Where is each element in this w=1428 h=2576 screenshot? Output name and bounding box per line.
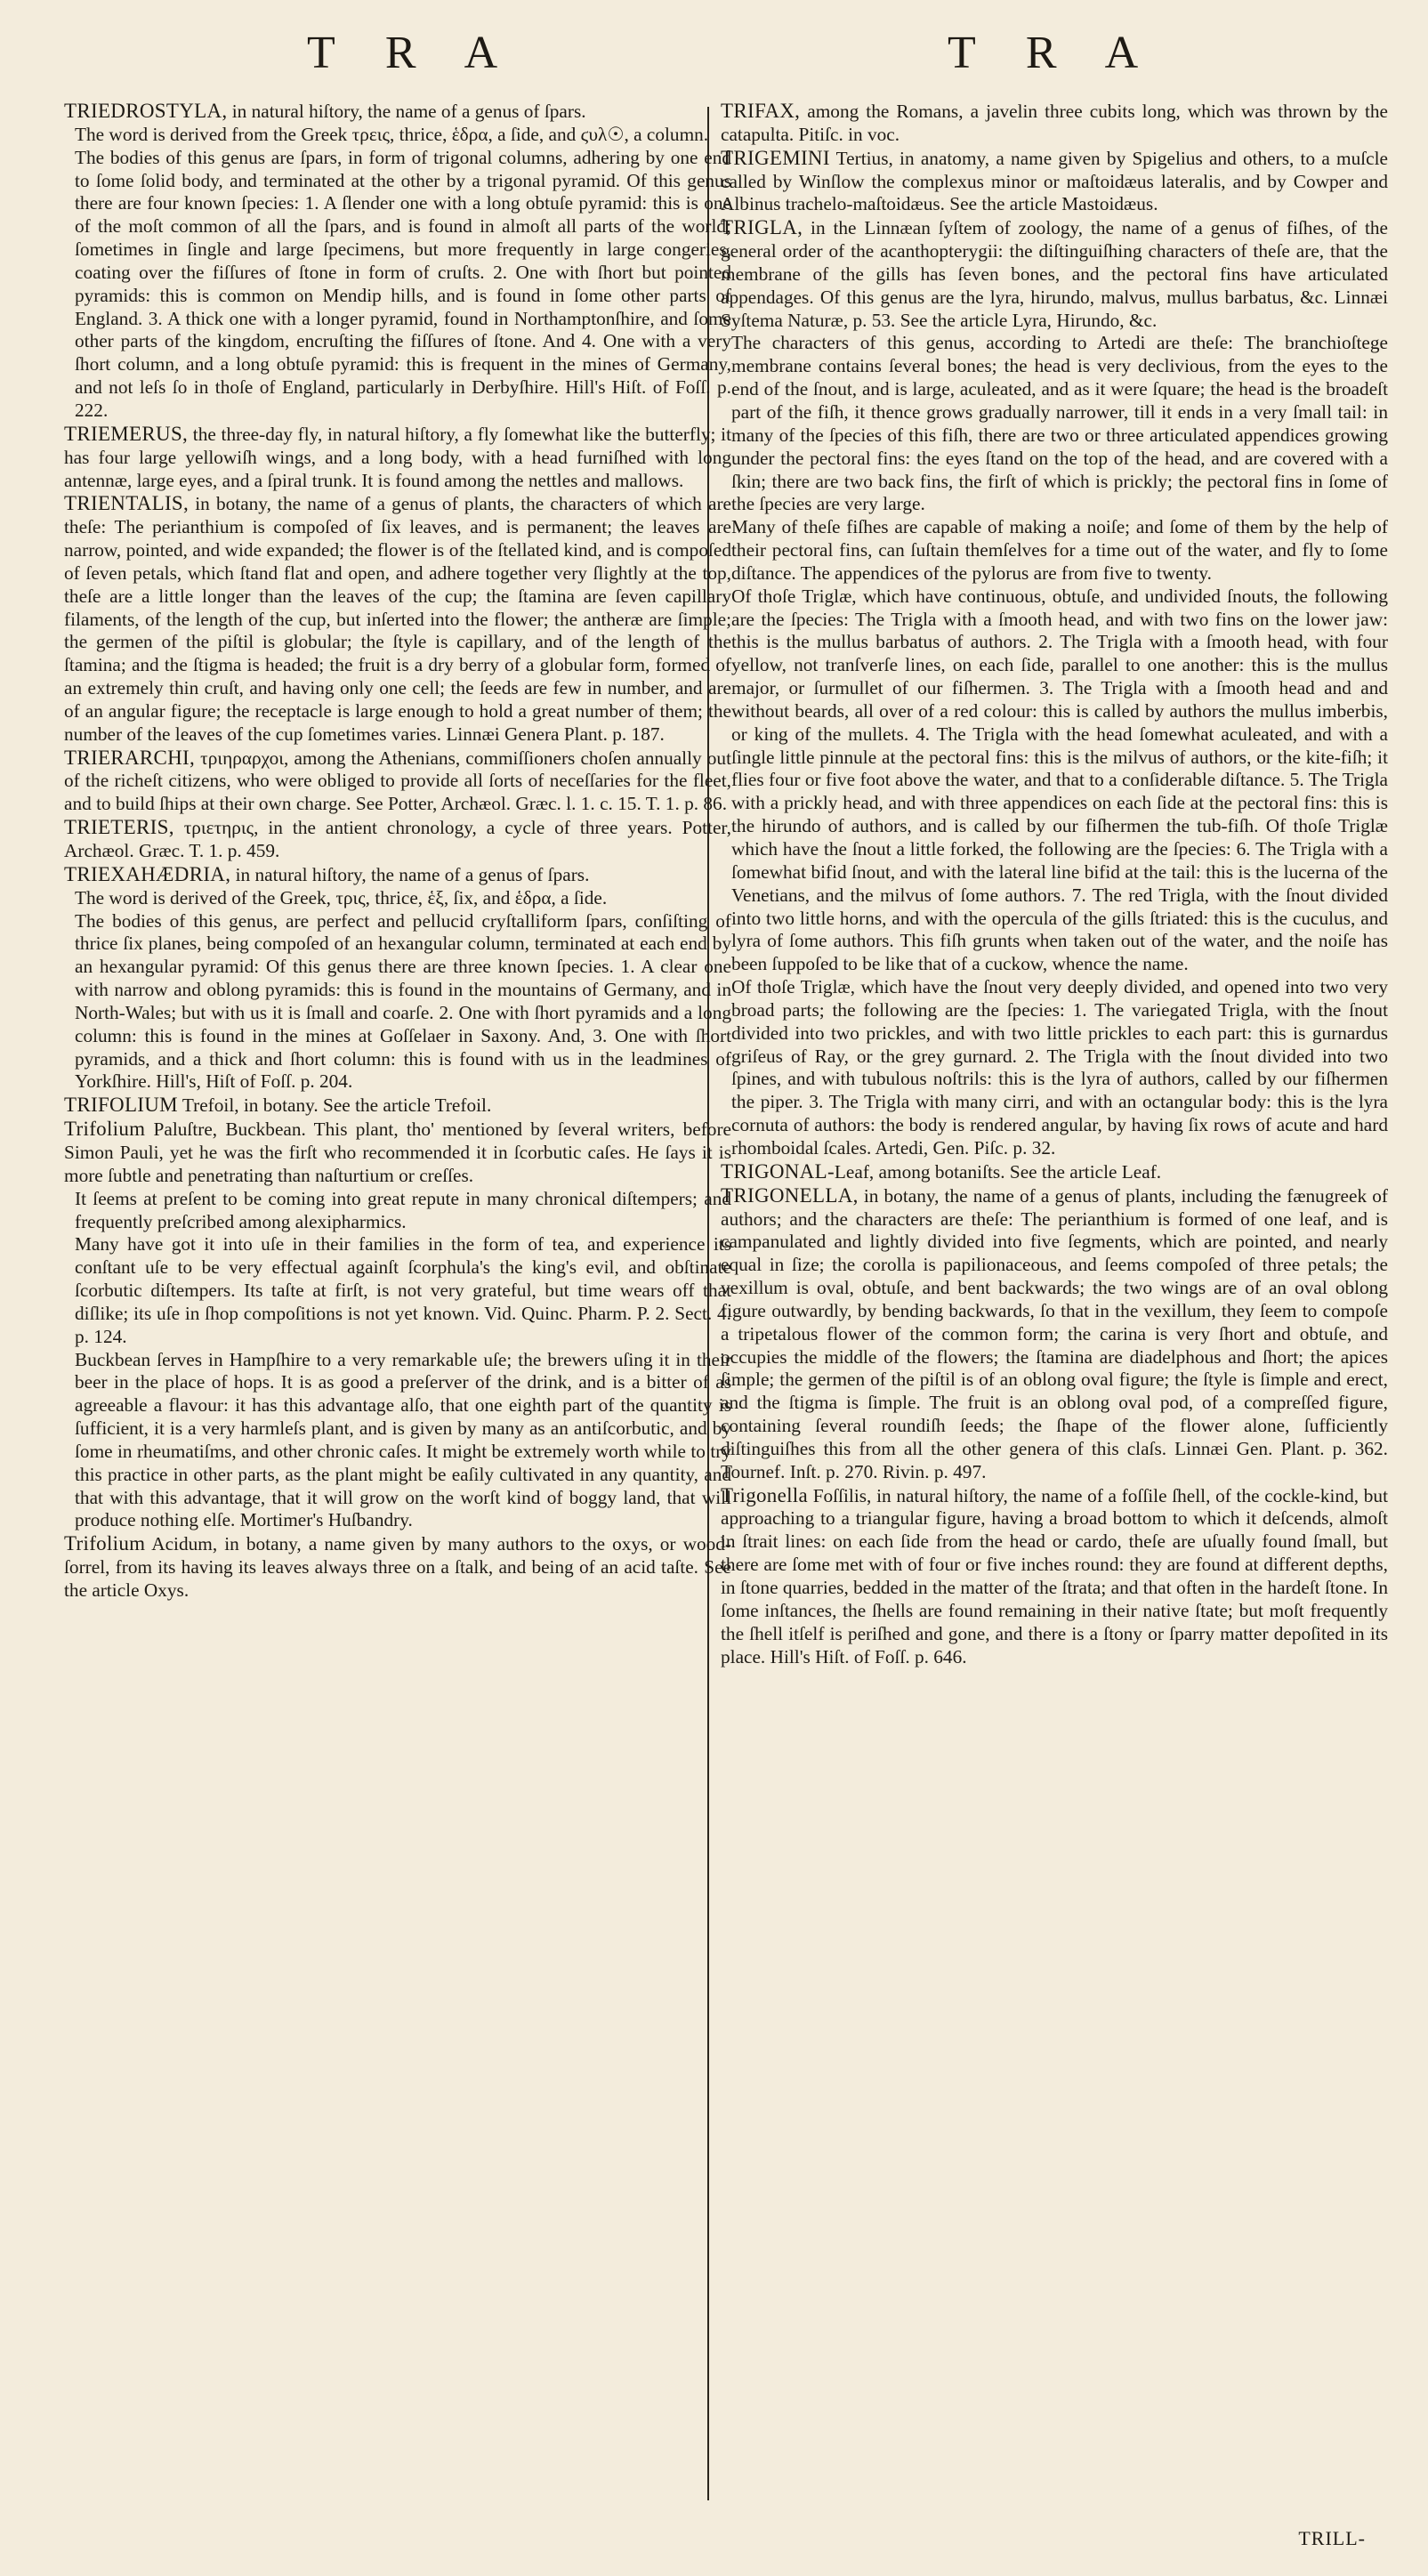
entry-text: Acidum, in botany, a name given by many authors to the oxys, or wood-ſorrel, from its having its leaves always three on a ſtalk, and being of an acid taſte. See the article Oxys.	[64, 1533, 731, 1601]
entry	[64, 816, 731, 863]
entry-text: τριηραρχοι, among the Athenians, commiſſioners choſen annually out of the richeſt citizens, who were obliged to provide all ſorts of neceſſaries for the fleet, and to build ſhips at their own charge. See Potter, Archæol. Græc. l. 1. c. 15. T. 1. p. 86.	[64, 747, 731, 815]
entry	[721, 216, 1388, 332]
entry-text: The characters of this genus, according to Artedi are theſe: The branchioſtege membrane contains ſeveral bones; the head is very declivious, from the eyes to the end of the ſnout, and is large, aculeated, and as it were ſquare; the head is the broadeſt part of the fiſh, it thence grows gradually narrower, till it ends in a very ſmall tail: in many of the ſpecies of this fiſh, there are two or three articulated appendices growing under the pectoral fins: the eyes ſtand on the top of the head, and are covered with a ſkin; there are two back fins, the firſt of which is prickly; the pectoral fins in ſome of the ſpecies are very large.	[731, 332, 1388, 515]
entry-text: in botany, the name of a genus of plants, including the fænugreek of authors; and the characters are theſe: The perianthium is formed of one leaf, and is campanulated and lightly divided into five ſegments, which are pointed, and nearly equal in ſize; the corolla is papilionaceous, and ſeems compoſed of three petals; the vexillum is oval, obtuſe, and bent backwards; the two wings are of an oval oblong figure outwardly, by bending backwards, ſo that in the vexillum, they ſeem to compoſe a tripetalous flower of the common form; the carina is very ſhort and obtuſe, and occupies the middle of the flowers; the ſtamina are diadelphous and ſhort; the apices ſimple; the germen of the piſtil is of an oblong oval figure; the ſtyle is ſimple and erect, and the ſtigma is ſimple. The fruit is an oblong oval pod, of a compreſſed figure, containing ſeveral roundiſh ſeeds; the ſhape of the flower alone, ſufficiently diſtinguiſhes this from all the other genera of this claſs. Linnæi Gen. Plant. p. 362. Tournef. Inſt. p. 270. Rivin. p. 497.	[721, 1184, 1388, 1482]
entry	[64, 147, 731, 423]
headword: TRIERARCHI,	[64, 746, 196, 769]
entry-text: among the Romans, a javelin three cubits long, which was thrown by the catapulta. Pitiſc. in voc.	[721, 101, 1388, 145]
entry-text: It ſeems at preſent to be coming into great repute in many chronical diſtempers; and frequently preſcribed among alexipharmics.	[75, 1187, 731, 1232]
headword: TRIFAX,	[721, 100, 801, 122]
entry-text: The bodies of this genus are ſpars, in form of trigonal columns, adhering by one end to ſome ſolid body, and terminated at the other by a trigonal pyramid. Of this genus there are four known ſpecies: 1. A ſlender one with a long obtuſe pyramid: this is one of the moſt common of all the ſpars, and is found in almoſt all parts of the world; ſometimes in ſingle and large ſpecimens, but more frequently in large congeries, coating over the fiſſures of ſtone in form of cruſts. 2. One with ſhort but pointed pyramids: this is common on Mendip hills, and is found in ſome other parts of England. 3. A thick one with a longer pyramid, found in Northamptonſhire, and ſome other parts of the kingdom, encruſting the fiſſures of ſtone. And 4. One with a very ſhort column, and a long obtuſe pyramid: this is frequent in the mines of Germany, and not leſs ſo in thoſe of England, particularly in Derbyſhire. Hill's Hiſt. of Foſſ. p. 222.	[75, 146, 731, 421]
entry-text: Many have got it into uſe in their families in the form of tea, and experience its conſtant uſe to be very effectual againſt ſcorphula's the king's evil, and obſtinate ſcorbutic diſtempers. Its taſte at firſt, is not very grateful, but time wears off that diſlike; its uſe in ſhop compoſitions is not yet known. Vid. Quinc. Pharm. P. 2. Sect. 4. p. 124.	[75, 1233, 731, 1347]
entry-text: Tertius, in anatomy, a name given by Spigelius and others, to a muſcle called by Winſlow the complexus minor or maſtoidæus lateralis, and by Cowper and Albinus trachelo-maſtoidæus. See the article Mastoidæus.	[721, 147, 1388, 215]
headword: Trifolium	[64, 1532, 146, 1555]
headword: Trigonella	[721, 1483, 808, 1506]
entry-text: Many of theſe fiſhes are capable of making a noiſe; and ſome of them by the help of their pectoral fins, can ſuſtain themſelves for a time out of the water, and fly to ſome diſtance. The appendices of the pylorus are from five to twenty.	[731, 516, 1388, 584]
entry-text: Of thoſe Triglæ, which have the ſnout very deeply divided, and opened into two very broad parts; the following are the ſpecies: 1. The variegated Trigla, with the ſnout divided into two prickles, and with two little prickles to each part: this is gurnardus griſeus of Ray, or the grey gurnard. 2. The Trigla with the ſnout divided into two ſpines, and with tubulous noſtrils: this is the lyra of authors, called by our fiſhermen the piper. 3. The Trigla with many cirri, and with an octangular body: this is the lyra cornuta of authors: the body is rendered angular, by having ſix rows of acute and hard rhomboidal ſcales. Artedi, Gen. Piſc. p. 32.	[731, 976, 1388, 1159]
entry-text: The word is derived from the Greek τρεις, thrice, ἑδρα, a ſide, and ϛυλ☉, a column.	[75, 123, 709, 145]
entry-text: Foſſilis, in natural hiſtory, the name of a foſſile ſhell, of the cockle-kind, but approaching to a triangular figure, having a broad bottom to which it deſcends, almoſt in ſtrait lines: on each ſide from the head or cardo, theſe are uſually found ſmall, but there are ſome met with of four or five inches round: they are found at different depths, in ſtone quarries, bedded in the matter of the ſtrata; and that often in the hardeſt ſtone. In ſome inſtances, the ſhells are found remaining in their native ſtate; but moſt frequently the ſhell itſelf is periſhed and gone, and there is a ſtony or ſparry matter depoſited in its place. Hill's Hiſt. of Foſſ. p. 646.	[721, 1484, 1388, 1668]
entry	[721, 1484, 1388, 1669]
catchword: TRILL-	[1298, 2527, 1366, 2549]
entry-text: The word is derived of the Greek, τρις, thrice, ἑξ, ſix, and ἑδρα, a ſide.	[75, 886, 608, 908]
entry	[721, 147, 1388, 217]
entry-text: Of thoſe Triglæ, which have continuous, obtuſe, and undivided ſnouts, the following are the ſpecies: The Trigla with a ſmooth head, and with two fins on the lower jaw: this is the mullus barbatus of authors. 2. The Trigla with a ſmooth head, with four yellow, not tranſverſe lines, on each ſide, parallel to one another: this is the mullus major, or ſurmullet of our fiſhermen. 3. The Trigla with a ſmooth head and and without beards, all over of a red colour: this is called by authors the mullus imberbis, or king of the mullets. 4. The Trigla with the head ſomewhat aculeated, and with a ſingle little pinnule at the pectoral fins: this is the milvus of authors, or the kite-fiſh; it flies four or five foot above the water, and that to a conſiderable diſtance. 5. The Trigla with a prickly head, and with three appendices on each ſide at the pectoral fins: this is the hirundo of authors, and is called by our fiſhermen the tub-fiſh. Of thoſe Triglæ which have the ſnout a little forked, the following are the ſpecies: 6. The Trigla with a ſomewhat bifid ſnout, and with the lateral line bifid at the tail: this is the lucerna of the Venetians, and the milvus of ſome authors. 7. The red Trigla, with the ſnout divided into two little horns, and with the opercula of the gills ſtriated: this is the cuculus, and lyra of ſome authors. This fiſh grunts when taken out of the water, and the noiſe has been ſuppoſed to be like that of a cuckow, whence the name.	[731, 585, 1388, 975]
entry	[721, 516, 1388, 585]
headword: TRIETERIS,	[64, 816, 174, 839]
entry	[64, 1118, 731, 1188]
headword: TRIGLA,	[721, 216, 803, 239]
left-column	[64, 100, 731, 1603]
entry	[721, 332, 1388, 516]
headword: TRIEMERUS,	[64, 422, 189, 445]
entry-text: the three-day fly, in natural hiſtory, a fly ſomewhat like the butterfly; it has four large yellowiſh wings, and a long body, with a head furniſhed with long antennæ, large eyes, and a ſpiral trunk. It is found among the nettles and mallows.	[64, 423, 731, 491]
entry	[64, 1233, 731, 1348]
entry	[64, 747, 731, 817]
headword: Trifolium	[64, 1118, 146, 1141]
entry	[64, 492, 731, 746]
headword: TRIEXAHÆDRIA,	[64, 862, 231, 885]
headword: TRIENTALIS,	[64, 492, 190, 515]
entry	[721, 1184, 1388, 1484]
entry-text: Leaf, among botaniſts. See the article Leaf.	[834, 1160, 1162, 1183]
entry-text: The bodies of this genus, are perfect and pellucid cryſtalliform ſpars, conſiſting of thrice ſix planes, being compoſed of an hexangular column, terminated at each end by an hexangular pyramid: Of this genus there are three known ſpecies. 1. A clear one with narrow and oblong pyramids: this is found in the mountains of Germany, and in North-Wales; but with us it is ſmall and coarſe. 2. One with ſhort pyramids and a long column: this is found in the mines at Goſſelaer in Saxony. And, 3. One with ſhort pyramids, and a thick and ſhort column: this is found with us in the leadmines of Yorkſhire. Hill's, Hiſt of Foſſ. p. 204.	[75, 909, 731, 1093]
entry-text: in natural hiſtory, the name of a genus of ſpars.	[227, 101, 586, 122]
entry	[64, 1532, 731, 1603]
running-head-right: T R A	[948, 28, 1158, 78]
entry	[64, 863, 731, 887]
entry	[64, 1349, 731, 1533]
right-column	[721, 100, 1388, 1668]
entry-text: in natural hiſtory, the name of a genus of ſpars.	[230, 863, 590, 885]
headword: TRIEDROSTYLA,	[64, 100, 228, 122]
headword: TRIGONELLA,	[721, 1183, 859, 1207]
entry	[721, 585, 1388, 976]
entry-text: τριετηρις, in the antient chronology, a cycle of three years. Potter, Archæol. Græc. T. 1. p. 459.	[64, 817, 731, 861]
entry	[64, 423, 731, 493]
headword: TRIGONAL-	[721, 1159, 835, 1183]
entry-text: in botany, the name of a genus of plants, the characters of which are theſe: The perianthium is compoſed of ſix leaves, and is permanent; the leaves are narrow, pointed, and wide expanded; the flower is of the ſtellated kind, and is compoſed of ſeven petals, which ſtand flat and open, and adhere together very ſlightly at the top, theſe are a little longer than the leaves of the cup; the ſtamina are ſeven capillary filaments, of the length of the cup, but inſerted into the flower; the antheræ are ſimple; the germen of the piſtil is globular; the ſtyle is capillary, and of the length of the ſtamina; and the ſtigma is headed; the fruit is a dry berry of a globular form, formed of an extremely thin cruſt, and having only one cell; the ſeeds are few in number, and are of an angular figure; the receptacle is large enough to hold a great number of them; the number of the leaves of the cup ſometimes varies. Linnæi Genera Plant. p. 187.	[64, 493, 731, 745]
entry	[64, 100, 731, 124]
entry	[64, 124, 731, 147]
entry	[64, 1188, 731, 1234]
entry	[64, 1094, 731, 1118]
entry	[64, 910, 731, 1094]
entry-text: Paluſtre, Buckbean. This plant, tho' mentioned by ſeveral writers, before Simon Pauli, yet he was the firſt who recommended it in ſcorbutic caſes. He ſays it is more ſubtle and penetrating than naſturtium or creſſes.	[64, 1118, 731, 1186]
entry	[721, 1160, 1388, 1184]
headword: TRIFOLIUM	[64, 1094, 178, 1117]
entry	[721, 100, 1388, 147]
running-head-left: T R A	[307, 28, 518, 78]
headword: TRIGEMINI	[721, 146, 830, 169]
entry-text: Trefoil, in botany. See the article Trefoil.	[177, 1094, 492, 1117]
entry-text: in the Linnæan ſyſtem of zoology, the name of a genus of fiſhes, of the general order of the acanthopterygii: the diſtinguiſhing characters of theſe are, that the membrane of the gills has ſeven bones, and the pectoral fins have articulated appendages. Of this genus are the lyra, hirundo, malvus, mullus barbatus, &c. Linnæi Syſtema Naturæ, p. 53. See the article Lyra, Hirundo, &c.	[721, 217, 1388, 331]
entry	[721, 976, 1388, 1160]
entry	[64, 887, 731, 910]
entry-text: Buckbean ſerves in Hampſhire to a very remarkable uſe; the brewers uſing it in their beer in the place of hops. It is as good a preſerver of the drink, and is a bitter of as agreeable a flavour: it has this advantage alſo, that one eighth part of the quantity is ſufficient, it is a very harmleſs plant, and is given by many as an antiſcorbutic, and by ſome in rheumatiſms, and other chronic caſes. It might be extremely worth while to try this practice in other parts, as the plant might be eaſily cultivated in any quantity, and that with this advantage, that it will grow on the worſt kind of boggy land, that will produce nothing elſe. Mortimer's Huſbandry.	[75, 1348, 731, 1531]
